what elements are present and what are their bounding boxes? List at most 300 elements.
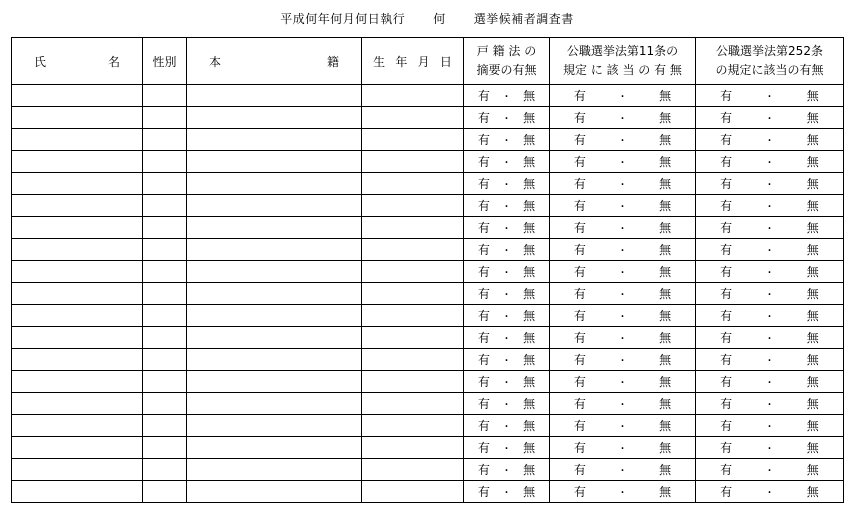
koseki-choice-cell[interactable] <box>464 239 550 261</box>
choice-yes[interactable]: 有 <box>573 89 586 103</box>
law11-choice-cell[interactable] <box>550 283 696 305</box>
choice-no[interactable]: 無 <box>523 199 536 213</box>
choice-no[interactable]: 無 <box>806 419 819 433</box>
choice-no[interactable]: 無 <box>523 221 536 235</box>
name-cell[interactable] <box>12 195 143 217</box>
choice-yes[interactable]: 有 <box>720 265 733 279</box>
choice-separator: ・ <box>501 136 512 147</box>
choice-yes[interactable]: 有 <box>573 199 586 213</box>
choice-separator: ・ <box>501 356 512 367</box>
law252-choice-cell[interactable] <box>696 283 844 305</box>
law252-choice-cell[interactable] <box>696 217 844 239</box>
choice-yes[interactable]: 有 <box>477 199 490 213</box>
choice-no[interactable]: 無 <box>523 155 536 169</box>
law252-choice-cell[interactable] <box>696 481 844 503</box>
birthdate-cell[interactable] <box>362 415 464 437</box>
koseki-choice-cell[interactable] <box>464 129 550 151</box>
choice-no[interactable]: 無 <box>806 155 819 169</box>
sex-cell[interactable] <box>143 85 187 107</box>
name-cell[interactable] <box>12 173 143 195</box>
law11-choice-cell[interactable] <box>550 217 696 239</box>
law11-choice-cell[interactable] <box>550 107 696 129</box>
choice-no[interactable]: 無 <box>659 133 672 147</box>
choice-yes[interactable]: 有 <box>720 287 733 301</box>
honseki-cell[interactable] <box>187 129 362 151</box>
birthdate-cell[interactable] <box>362 195 464 217</box>
choice-no[interactable]: 無 <box>806 485 819 499</box>
name-cell[interactable] <box>12 239 143 261</box>
choice-yes[interactable]: 有 <box>720 485 733 499</box>
name-cell[interactable] <box>12 481 143 503</box>
birthdate-cell[interactable] <box>362 239 464 261</box>
choice-no[interactable]: 無 <box>659 419 672 433</box>
choice-yes[interactable]: 有 <box>720 375 733 389</box>
honseki-cell[interactable] <box>187 305 362 327</box>
sex-cell[interactable] <box>143 239 187 261</box>
choice-separator: ・ <box>764 400 775 411</box>
birthdate-cell[interactable] <box>362 459 464 481</box>
choice-separator: ・ <box>617 312 628 323</box>
law11-choice-cell[interactable] <box>550 415 696 437</box>
choice-separator: ・ <box>501 224 512 235</box>
honseki-cell[interactable] <box>187 107 362 129</box>
table-row <box>12 283 844 305</box>
choice-yes[interactable]: 有 <box>477 419 490 433</box>
name-cell[interactable] <box>12 371 143 393</box>
law11-choice-cell[interactable] <box>550 393 696 415</box>
choice-no[interactable]: 無 <box>659 353 672 367</box>
choice-no[interactable]: 無 <box>523 353 536 367</box>
choice-yes[interactable]: 有 <box>573 331 586 345</box>
birthdate-cell[interactable] <box>362 151 464 173</box>
choice-separator: ・ <box>501 400 512 411</box>
sex-cell[interactable] <box>143 393 187 415</box>
name-cell[interactable] <box>12 305 143 327</box>
choice-separator: ・ <box>501 202 512 213</box>
choice-separator: ・ <box>617 158 628 169</box>
choice-no[interactable]: 無 <box>523 89 536 103</box>
choice-yes[interactable]: 有 <box>477 309 490 323</box>
law11-choice-cell[interactable] <box>550 195 696 217</box>
table-row <box>12 151 844 173</box>
choice-separator: ・ <box>764 202 775 213</box>
choice-yes[interactable]: 有 <box>477 463 490 477</box>
choice-separator: ・ <box>501 334 512 345</box>
name-cell[interactable] <box>12 283 143 305</box>
table-row <box>12 239 844 261</box>
choice-no[interactable]: 無 <box>523 287 536 301</box>
choice-yes[interactable]: 有 <box>573 177 586 191</box>
choice-yes[interactable]: 有 <box>573 485 586 499</box>
choice-no[interactable]: 無 <box>659 397 672 411</box>
choice-yes[interactable]: 有 <box>573 265 586 279</box>
choice-no[interactable]: 無 <box>806 441 819 455</box>
koseki-choice-cell[interactable] <box>464 327 550 349</box>
table-row <box>12 437 844 459</box>
birthdate-cell[interactable] <box>362 85 464 107</box>
choice-yes[interactable]: 有 <box>477 397 490 411</box>
choice-no[interactable]: 無 <box>523 133 536 147</box>
choice-no[interactable]: 無 <box>523 265 536 279</box>
choice-yes[interactable]: 有 <box>720 177 733 191</box>
choice-no[interactable]: 無 <box>659 287 672 301</box>
choice-yes[interactable]: 有 <box>477 111 490 125</box>
law11-choice-cell[interactable] <box>550 459 696 481</box>
name-cell[interactable] <box>12 349 143 371</box>
choice-no[interactable]: 無 <box>659 199 672 213</box>
choice-separator: ・ <box>764 224 775 235</box>
choice-yes[interactable]: 有 <box>720 419 733 433</box>
name-cell[interactable] <box>12 217 143 239</box>
law252-choice-cell[interactable] <box>696 415 844 437</box>
choice-no[interactable]: 無 <box>806 353 819 367</box>
birthdate-cell[interactable] <box>362 173 464 195</box>
sex-cell[interactable] <box>143 305 187 327</box>
koseki-choice-cell[interactable] <box>464 459 550 481</box>
sex-cell[interactable] <box>143 129 187 151</box>
sex-cell[interactable] <box>143 371 187 393</box>
choice-yes[interactable]: 有 <box>720 441 733 455</box>
name-cell[interactable] <box>12 129 143 151</box>
koseki-choice-cell[interactable] <box>464 261 550 283</box>
choice-separator: ・ <box>617 180 628 191</box>
choice-no[interactable]: 無 <box>806 243 819 257</box>
honseki-cell[interactable] <box>187 151 362 173</box>
choice-separator: ・ <box>501 312 512 323</box>
name-cell[interactable] <box>12 393 143 415</box>
choice-separator: ・ <box>617 444 628 455</box>
sex-cell[interactable] <box>143 481 187 503</box>
choice-no[interactable]: 無 <box>523 375 536 389</box>
law252-choice-cell[interactable] <box>696 239 844 261</box>
choice-no[interactable]: 無 <box>806 177 819 191</box>
choice-separator: ・ <box>764 422 775 433</box>
choice-yes[interactable]: 有 <box>573 463 586 477</box>
choice-yes[interactable]: 有 <box>573 111 586 125</box>
choice-separator: ・ <box>764 466 775 477</box>
sex-cell[interactable] <box>143 327 187 349</box>
title-doc-name: 選挙候補者調査書 <box>473 12 574 26</box>
choice-yes[interactable]: 有 <box>720 243 733 257</box>
header-law252: 公職選挙法第252条 の規定に該当の有無 <box>696 38 844 85</box>
choice-separator: ・ <box>617 268 628 279</box>
choice-yes[interactable]: 有 <box>573 309 586 323</box>
choice-separator: ・ <box>764 378 775 389</box>
sex-cell[interactable] <box>143 217 187 239</box>
choice-no[interactable]: 無 <box>806 463 819 477</box>
choice-yes[interactable]: 有 <box>477 331 490 345</box>
law252-choice-cell[interactable] <box>696 129 844 151</box>
law252-choice-cell[interactable] <box>696 437 844 459</box>
choice-yes[interactable]: 有 <box>573 353 586 367</box>
choice-no[interactable]: 無 <box>659 441 672 455</box>
birthdate-cell[interactable] <box>362 129 464 151</box>
birthdate-cell[interactable] <box>362 305 464 327</box>
koseki-choice-cell[interactable] <box>464 107 550 129</box>
koseki-choice-cell[interactable] <box>464 173 550 195</box>
choice-no[interactable]: 無 <box>806 397 819 411</box>
honseki-cell[interactable] <box>187 85 362 107</box>
honseki-cell[interactable] <box>187 173 362 195</box>
choice-no[interactable]: 無 <box>806 133 819 147</box>
honseki-cell[interactable] <box>187 217 362 239</box>
law252-choice-cell[interactable] <box>696 327 844 349</box>
law252-choice-cell[interactable] <box>696 459 844 481</box>
birthdate-cell[interactable] <box>362 217 464 239</box>
choice-no[interactable]: 無 <box>523 177 536 191</box>
choice-no[interactable]: 無 <box>659 111 672 125</box>
choice-yes[interactable]: 有 <box>720 221 733 235</box>
koseki-choice-cell[interactable] <box>464 481 550 503</box>
choice-no[interactable]: 無 <box>659 485 672 499</box>
choice-no[interactable]: 無 <box>659 89 672 103</box>
choice-separator: ・ <box>501 422 512 433</box>
sex-cell[interactable] <box>143 437 187 459</box>
sex-cell[interactable] <box>143 151 187 173</box>
choice-no[interactable]: 無 <box>659 221 672 235</box>
choice-yes[interactable]: 有 <box>720 331 733 345</box>
honseki-cell[interactable] <box>187 327 362 349</box>
choice-yes[interactable]: 有 <box>720 353 733 367</box>
choice-yes[interactable]: 有 <box>573 155 586 169</box>
law252-choice-cell[interactable] <box>696 371 844 393</box>
choice-yes[interactable]: 有 <box>573 375 586 389</box>
honseki-cell[interactable] <box>187 459 362 481</box>
birthdate-cell[interactable] <box>362 349 464 371</box>
choice-no[interactable]: 無 <box>523 309 536 323</box>
choice-yes[interactable]: 有 <box>720 309 733 323</box>
choice-yes[interactable]: 有 <box>720 89 733 103</box>
choice-no[interactable]: 無 <box>523 111 536 125</box>
choice-yes[interactable]: 有 <box>720 463 733 477</box>
koseki-choice-cell[interactable] <box>464 393 550 415</box>
choice-yes[interactable]: 有 <box>720 199 733 213</box>
choice-no[interactable]: 無 <box>523 463 536 477</box>
choice-separator: ・ <box>764 290 775 301</box>
table-row <box>12 481 844 503</box>
choice-separator: ・ <box>617 246 628 257</box>
law252-choice-cell[interactable] <box>696 261 844 283</box>
choice-no[interactable]: 無 <box>659 331 672 345</box>
choice-no[interactable]: 無 <box>806 265 819 279</box>
birthdate-cell[interactable] <box>362 283 464 305</box>
honseki-cell[interactable] <box>187 481 362 503</box>
choice-no[interactable]: 無 <box>806 287 819 301</box>
choice-no[interactable]: 無 <box>659 155 672 169</box>
law11-choice-cell[interactable] <box>550 151 696 173</box>
koseki-choice-cell[interactable] <box>464 217 550 239</box>
koseki-choice-cell[interactable] <box>464 415 550 437</box>
koseki-choice-cell[interactable] <box>464 151 550 173</box>
honseki-cell[interactable] <box>187 261 362 283</box>
law11-choice-cell[interactable] <box>550 85 696 107</box>
law11-choice-cell[interactable] <box>550 481 696 503</box>
birthdate-cell[interactable] <box>362 371 464 393</box>
choice-no[interactable]: 無 <box>659 463 672 477</box>
choice-yes[interactable]: 有 <box>573 243 586 257</box>
choice-yes[interactable]: 有 <box>573 419 586 433</box>
koseki-choice-cell[interactable] <box>464 305 550 327</box>
choice-separator: ・ <box>501 466 512 477</box>
law11-choice-cell[interactable] <box>550 371 696 393</box>
law252-choice-cell[interactable] <box>696 393 844 415</box>
choice-no[interactable]: 無 <box>523 441 536 455</box>
law252-choice-cell[interactable] <box>696 349 844 371</box>
law252-choice-cell[interactable] <box>696 85 844 107</box>
choice-no[interactable]: 無 <box>806 111 819 125</box>
header-koseki: 戸 籍 法 の 摘要の有無 <box>464 38 550 85</box>
birthdate-cell[interactable] <box>362 261 464 283</box>
table-row <box>12 459 844 481</box>
choice-separator: ・ <box>617 422 628 433</box>
table-row <box>12 173 844 195</box>
birthdate-cell[interactable] <box>362 393 464 415</box>
choice-yes[interactable]: 有 <box>720 155 733 169</box>
choice-separator: ・ <box>764 356 775 367</box>
honseki-cell[interactable] <box>187 393 362 415</box>
header-row <box>12 38 844 85</box>
honseki-cell[interactable] <box>187 283 362 305</box>
koseki-choice-cell[interactable] <box>464 437 550 459</box>
choice-yes[interactable]: 有 <box>477 221 490 235</box>
choice-yes[interactable]: 有 <box>477 287 490 301</box>
choice-yes[interactable]: 有 <box>573 133 586 147</box>
choice-yes[interactable]: 有 <box>477 133 490 147</box>
choice-yes[interactable]: 有 <box>720 397 733 411</box>
choice-yes[interactable]: 有 <box>573 287 586 301</box>
sex-cell[interactable] <box>143 107 187 129</box>
choice-no[interactable]: 無 <box>523 331 536 345</box>
name-cell[interactable] <box>12 107 143 129</box>
choice-no[interactable]: 無 <box>806 331 819 345</box>
choice-no[interactable]: 無 <box>806 89 819 103</box>
choice-yes[interactable]: 有 <box>720 111 733 125</box>
choice-yes[interactable]: 有 <box>477 177 490 191</box>
sex-cell[interactable] <box>143 283 187 305</box>
choice-yes[interactable]: 有 <box>573 221 586 235</box>
name-cell[interactable] <box>12 327 143 349</box>
choice-no[interactable]: 無 <box>523 485 536 499</box>
name-cell[interactable] <box>12 151 143 173</box>
choice-no[interactable]: 無 <box>806 199 819 213</box>
law11-choice-cell[interactable] <box>550 349 696 371</box>
choice-no[interactable]: 無 <box>523 243 536 257</box>
law11-choice-cell[interactable] <box>550 239 696 261</box>
choice-yes[interactable]: 有 <box>573 397 586 411</box>
birthdate-cell[interactable] <box>362 107 464 129</box>
honseki-cell[interactable] <box>187 371 362 393</box>
table-row <box>12 85 844 107</box>
koseki-choice-cell[interactable] <box>464 371 550 393</box>
law252-choice-cell[interactable] <box>696 151 844 173</box>
choice-yes[interactable]: 有 <box>573 441 586 455</box>
law252-choice-cell[interactable] <box>696 107 844 129</box>
choice-separator: ・ <box>764 136 775 147</box>
law252-choice-cell[interactable] <box>696 195 844 217</box>
birthdate-cell[interactable] <box>362 481 464 503</box>
table-row <box>12 195 844 217</box>
table-row <box>12 371 844 393</box>
choice-yes[interactable]: 有 <box>477 375 490 389</box>
sex-cell[interactable] <box>143 261 187 283</box>
choice-separator: ・ <box>617 466 628 477</box>
title-election: 何 <box>433 12 446 26</box>
law252-choice-cell[interactable] <box>696 173 844 195</box>
sex-cell[interactable] <box>143 195 187 217</box>
sex-cell[interactable] <box>143 349 187 371</box>
choice-no[interactable]: 無 <box>659 243 672 257</box>
name-cell[interactable] <box>12 415 143 437</box>
birthdate-cell[interactable] <box>362 327 464 349</box>
choice-separator: ・ <box>764 92 775 103</box>
koseki-choice-cell[interactable] <box>464 349 550 371</box>
sex-cell[interactable] <box>143 459 187 481</box>
law11-choice-cell[interactable] <box>550 437 696 459</box>
choice-no[interactable]: 無 <box>523 419 536 433</box>
choice-no[interactable]: 無 <box>523 397 536 411</box>
honseki-cell[interactable] <box>187 349 362 371</box>
choice-separator: ・ <box>764 312 775 323</box>
law11-choice-cell[interactable] <box>550 129 696 151</box>
choice-separator: ・ <box>501 114 512 125</box>
choice-yes[interactable]: 有 <box>477 243 490 257</box>
koseki-choice-cell[interactable] <box>464 283 550 305</box>
choice-no[interactable]: 無 <box>659 375 672 389</box>
choice-yes[interactable]: 有 <box>477 155 490 169</box>
honseki-cell[interactable] <box>187 437 362 459</box>
choice-separator: ・ <box>501 246 512 257</box>
name-cell[interactable] <box>12 85 143 107</box>
name-cell[interactable] <box>12 437 143 459</box>
choice-no[interactable]: 無 <box>806 221 819 235</box>
choice-yes[interactable]: 有 <box>477 441 490 455</box>
choice-no[interactable]: 無 <box>659 265 672 279</box>
law252-choice-cell[interactable] <box>696 305 844 327</box>
choice-no[interactable]: 無 <box>806 375 819 389</box>
name-cell[interactable] <box>12 459 143 481</box>
choice-no[interactable]: 無 <box>659 309 672 323</box>
sex-cell[interactable] <box>143 415 187 437</box>
law11-choice-cell[interactable] <box>550 305 696 327</box>
sex-cell[interactable] <box>143 173 187 195</box>
choice-yes[interactable]: 有 <box>477 485 490 499</box>
choice-separator: ・ <box>617 488 628 499</box>
table-row <box>12 261 844 283</box>
choice-separator: ・ <box>764 158 775 169</box>
choice-yes[interactable]: 有 <box>477 353 490 367</box>
koseki-choice-cell[interactable] <box>464 195 550 217</box>
law11-choice-cell[interactable] <box>550 327 696 349</box>
birthdate-cell[interactable] <box>362 437 464 459</box>
koseki-choice-cell[interactable] <box>464 85 550 107</box>
choice-no[interactable]: 無 <box>659 177 672 191</box>
choice-yes[interactable]: 有 <box>477 265 490 279</box>
honseki-cell[interactable] <box>187 415 362 437</box>
honseki-cell[interactable] <box>187 239 362 261</box>
honseki-cell[interactable] <box>187 195 362 217</box>
choice-separator: ・ <box>764 334 775 345</box>
law11-choice-cell[interactable] <box>550 173 696 195</box>
choice-yes[interactable]: 有 <box>720 133 733 147</box>
choice-yes[interactable]: 有 <box>477 89 490 103</box>
choice-separator: ・ <box>764 268 775 279</box>
name-cell[interactable] <box>12 261 143 283</box>
law11-choice-cell[interactable] <box>550 261 696 283</box>
choice-separator: ・ <box>764 114 775 125</box>
choice-no[interactable]: 無 <box>806 309 819 323</box>
choice-separator: ・ <box>501 268 512 279</box>
header-name: 氏 名 <box>12 38 143 85</box>
